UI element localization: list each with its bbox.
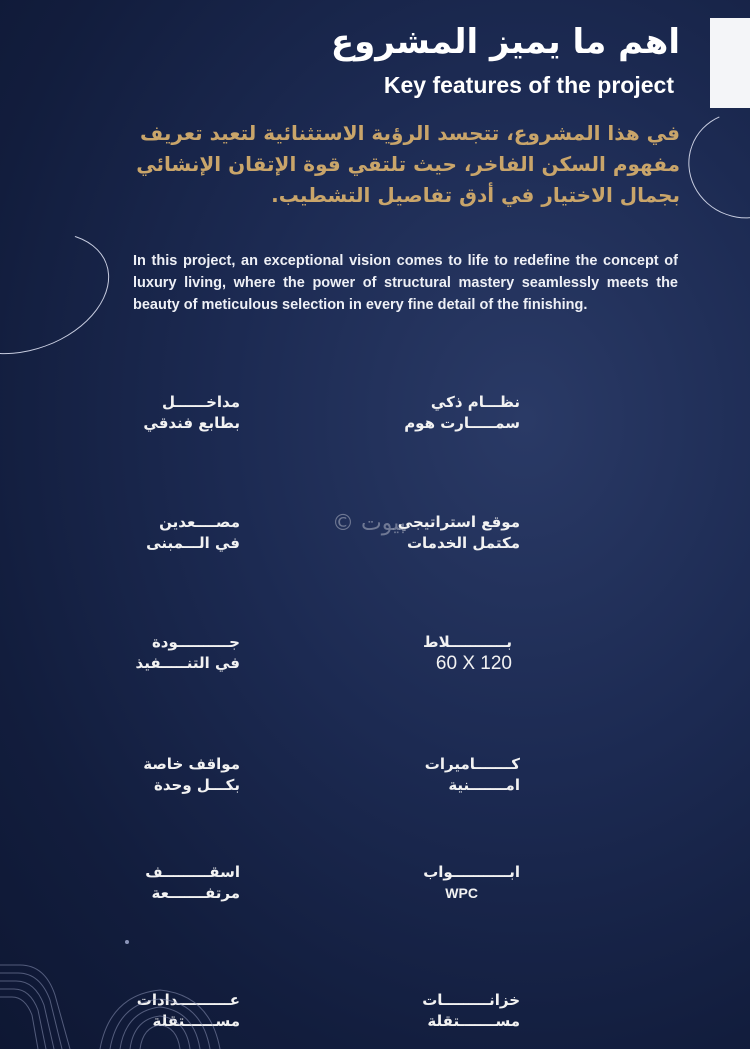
feature-subtitle: مســــــتقلة: [152, 1012, 240, 1030]
decorative-arc-right: [673, 96, 750, 234]
feature-title: اسقـــــــــف: [145, 863, 240, 881]
feature-title: بـــــــــــلاط: [423, 633, 512, 651]
feature-hotel-entrances: [143, 392, 240, 434]
feature-private-parking: [143, 754, 240, 796]
intro-paragraph-english: In this project, an exceptional vision comes to life to redefine the concept of luxury living, where the power of structural mastery seamlessly meets the beauty of meticulous selection in every fine detail of the finishing.: [133, 253, 678, 313]
feature-subtitle: في الـــمبنى: [146, 534, 240, 552]
white-corner-bar: [710, 18, 750, 108]
decorative-dot: [125, 940, 129, 944]
feature-title: مواقف خاصة: [143, 755, 240, 773]
feature-independent-tanks: [422, 990, 520, 1032]
watermark-logo: بيوت ©: [332, 511, 406, 536]
feature-title: نظـــام ذكي: [430, 393, 520, 411]
feature-title: ابـــــــــــواب: [423, 863, 520, 881]
feature-elevators: [146, 512, 240, 554]
feature-smart-home: [404, 392, 520, 434]
feature-title: مداخــــــل: [161, 393, 240, 411]
feature-security-cameras: [425, 754, 520, 796]
feature-subtitle: في التنـــــفيذ: [135, 654, 240, 672]
page-title-english: Key features of the project: [383, 72, 674, 98]
feature-subtitle: مرتفـــــــعة: [151, 884, 240, 902]
feature-subtitle: WPC: [445, 885, 478, 901]
decorative-arc-left: [0, 210, 126, 376]
intro-paragraph-arabic: في هذا المشروع، تتجسد الرؤية الاستثنائية لتعيد تعريف مفهوم السكن الفاخر، حيث تلتقي قوة الإتقان الإنشائي بجمال الاختيار في أدق تفاصيل التشطيب.: [136, 121, 680, 207]
feature-title: عــــــــــدادات: [136, 991, 240, 1009]
decorative-curved-lines: [0, 955, 320, 1049]
feature-subtitle: بكـــل وحدة: [153, 776, 240, 794]
feature-title: كـــــــاميرات: [424, 755, 520, 773]
page-title-arabic: اهم ما يميز المشروع: [330, 22, 680, 62]
feature-high-ceilings: [145, 862, 240, 904]
feature-title: جــــــــــودة: [151, 633, 240, 651]
feature-strategic-location: [398, 512, 520, 554]
feature-subtitle: 60 X 120: [435, 653, 512, 674]
feature-subtitle: سمـــــارت هوم: [404, 414, 520, 432]
feature-tiles: [423, 632, 512, 674]
feature-subtitle: بطابع فندقي: [143, 414, 240, 432]
feature-title: مصــــعدين: [159, 513, 240, 531]
feature-title: موقع استراتيجي: [397, 513, 520, 531]
feature-quality: [136, 632, 240, 674]
feature-subtitle: امـــــــنية: [448, 776, 520, 794]
feature-subtitle: مســـــــتقلة: [427, 1012, 520, 1030]
feature-subtitle: مكتمل الخدمات: [406, 534, 520, 552]
feature-title: خزانـــــــــات: [422, 991, 520, 1009]
feature-doors: [423, 862, 520, 904]
